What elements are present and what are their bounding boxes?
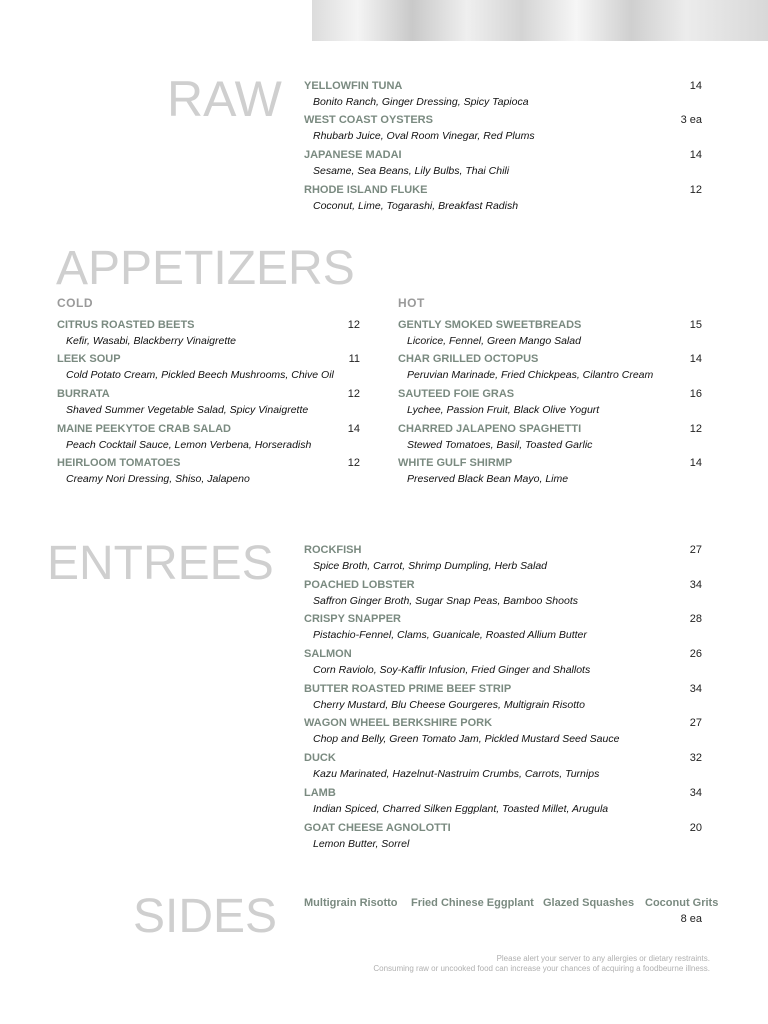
appetizer-cold-item bbox=[57, 388, 360, 418]
header-decorative-band bbox=[312, 0, 768, 41]
section-title-sides: SIDES bbox=[133, 890, 278, 943]
item-price: 12 bbox=[689, 423, 702, 435]
raw-item bbox=[304, 184, 702, 214]
appetizer-cold-item bbox=[57, 457, 360, 487]
item-name: RHODE ISLAND FLUKE bbox=[304, 184, 428, 196]
item-description: Lemon Butter, Sorrel bbox=[313, 838, 410, 850]
item-name: CHAR GRILLED OCTOPUS bbox=[398, 353, 539, 365]
item-name: CRISPY SNAPPER bbox=[304, 613, 401, 625]
item-price: 34 bbox=[689, 683, 702, 695]
appetizer-hot-item bbox=[398, 388, 702, 418]
raw-item bbox=[304, 149, 702, 179]
item-name: SAUTEED FOIE GRAS bbox=[398, 388, 515, 400]
item-name: LEEK SOUP bbox=[57, 353, 121, 365]
item-price: 32 bbox=[689, 752, 702, 764]
side-item: Glazed Squashes bbox=[543, 897, 635, 909]
entree-item bbox=[304, 822, 702, 852]
item-description: Chop and Belly, Green Tomato Jam, Pickled Mustard Seed Sauce bbox=[313, 733, 620, 745]
item-name: WAGON WHEEL BERKSHIRE PORK bbox=[304, 717, 493, 729]
item-description: Saffron Ginger Broth, Sugar Snap Peas, Bamboo Shoots bbox=[313, 595, 578, 607]
raw-item bbox=[304, 114, 702, 144]
appetizer-cold-item bbox=[57, 423, 360, 453]
side-item: Coconut Grits bbox=[645, 897, 719, 909]
item-description: Cold Potato Cream, Pickled Beech Mushrooms, Chive Oil bbox=[66, 369, 334, 381]
item-description: Kazu Marinated, Hazelnut-Nastruim Crumbs, Carrots, Turnips bbox=[313, 768, 600, 780]
item-price: 26 bbox=[689, 648, 702, 660]
appetizer-hot-item bbox=[398, 457, 702, 487]
item-name: SALMON bbox=[304, 648, 352, 660]
item-description: Creamy Nori Dressing, Shiso, Jalapeno bbox=[66, 473, 250, 485]
item-description: Shaved Summer Vegetable Salad, Spicy Vinaigrette bbox=[66, 404, 309, 416]
item-name: GOAT CHEESE AGNOLOTTI bbox=[304, 822, 451, 834]
item-name: BURRATA bbox=[57, 388, 110, 400]
entree-item bbox=[304, 787, 702, 817]
item-description: Corn Raviolo, Soy-Kaffir Infusion, Fried Ginger and Shallots bbox=[313, 664, 591, 676]
section-title-appetizers: APPETIZERS bbox=[56, 242, 355, 295]
side-item: Multigrain Risotto bbox=[304, 897, 398, 909]
item-description: Stewed Tomatoes, Basil, Toasted Garlic bbox=[407, 439, 593, 451]
item-name: YELLOWFIN TUNA bbox=[304, 80, 403, 92]
item-description: Spice Broth, Carrot, Shrimp Dumpling, Herb Salad bbox=[313, 560, 548, 572]
entree-item bbox=[304, 648, 702, 678]
item-price: 14 bbox=[689, 457, 702, 469]
entree-item bbox=[304, 717, 702, 747]
item-name: CITRUS ROASTED BEETS bbox=[57, 319, 195, 331]
item-price: 12 bbox=[347, 457, 360, 469]
item-description: Rhubarb Juice, Oval Room Vinegar, Red Plums bbox=[313, 130, 535, 142]
item-price: 3 ea bbox=[680, 114, 702, 126]
item-description: Kefir, Wasabi, Blackberry Vinaigrette bbox=[66, 335, 237, 347]
item-price: 28 bbox=[689, 613, 702, 625]
item-price: 14 bbox=[689, 80, 702, 92]
item-name: MAINE PEEKYTOE CRAB SALAD bbox=[57, 423, 231, 435]
item-name: GENTLY SMOKED SWEETBREADS bbox=[398, 319, 582, 331]
entree-item bbox=[304, 579, 702, 609]
item-description: Pistachio-Fennel, Clams, Guanicale, Roasted Allium Butter bbox=[313, 629, 587, 641]
item-price: 27 bbox=[689, 717, 702, 729]
item-name: JAPANESE MADAI bbox=[304, 149, 402, 161]
appetizer-cold-item bbox=[57, 353, 360, 383]
item-name: LAMB bbox=[304, 787, 336, 799]
item-description: Licorice, Fennel, Green Mango Salad bbox=[407, 335, 581, 347]
item-price: 12 bbox=[689, 184, 702, 196]
item-description: Sesame, Sea Beans, Lily Bulbs, Thai Chili bbox=[313, 165, 510, 177]
raw-item bbox=[304, 80, 702, 110]
section-title-raw: RAW bbox=[167, 71, 282, 127]
item-name: POACHED LOBSTER bbox=[304, 579, 415, 591]
item-price: 14 bbox=[689, 149, 702, 161]
item-description: Bonito Ranch, Ginger Dressing, Spicy Tapioca bbox=[313, 96, 529, 108]
item-price: 12 bbox=[347, 388, 360, 400]
column-heading-hot: HOT bbox=[398, 296, 425, 310]
item-description: Coconut, Lime, Togarashi, Breakfast Radish bbox=[313, 200, 519, 212]
item-price: 14 bbox=[689, 353, 702, 365]
item-name: WHITE GULF SHIRMP bbox=[398, 457, 513, 469]
item-name: DUCK bbox=[304, 752, 336, 764]
item-name: WEST COAST OYSTERS bbox=[304, 114, 433, 126]
entree-item bbox=[304, 752, 702, 782]
item-name: ROCKFISH bbox=[304, 544, 362, 556]
item-price: 34 bbox=[689, 579, 702, 591]
appetizer-hot-item bbox=[398, 353, 702, 383]
entree-item bbox=[304, 613, 702, 643]
item-description: Indian Spiced, Charred Silken Eggplant, Toasted Millet, Arugula bbox=[313, 803, 609, 815]
item-name: BUTTER ROASTED PRIME BEEF STRIP bbox=[304, 683, 512, 695]
item-description: Lychee, Passion Fruit, Black Olive Yogurt bbox=[407, 404, 600, 416]
item-description: Peruvian Marinade, Fried Chickpeas, Cilantro Cream bbox=[407, 369, 654, 381]
item-price: 20 bbox=[689, 822, 702, 834]
section-title-entrees: ENTREES bbox=[47, 537, 274, 590]
appetizer-cold-item bbox=[57, 319, 360, 349]
item-price: 12 bbox=[347, 319, 360, 331]
footer-allergy-note: Please alert your server to any allergies or dietary restraints. bbox=[496, 954, 710, 963]
column-heading-cold: COLD bbox=[57, 296, 93, 310]
appetizer-hot-item bbox=[398, 319, 702, 349]
footer-raw-food-warning: Consuming raw or uncooked food can increase your chances of acquiring a foodbeurne illness. bbox=[373, 964, 710, 973]
appetizer-hot-item bbox=[398, 423, 702, 453]
entree-item bbox=[304, 683, 702, 713]
item-description: Peach Cocktail Sauce, Lemon Verbena, Horseradish bbox=[66, 439, 312, 451]
item-description: Cherry Mustard, Blu Cheese Gourgeres, Multigrain Risotto bbox=[313, 699, 585, 711]
item-name: HEIRLOOM TOMATOES bbox=[57, 457, 181, 469]
item-price: 16 bbox=[689, 388, 702, 400]
item-name: CHARRED JALAPENO SPAGHETTI bbox=[398, 423, 582, 435]
item-price: 15 bbox=[689, 319, 702, 331]
entree-item bbox=[304, 544, 702, 574]
sides-price: 8 ea bbox=[680, 913, 702, 925]
side-item: Fried Chinese Eggplant bbox=[411, 897, 534, 909]
item-price: 34 bbox=[689, 787, 702, 799]
item-price: 27 bbox=[689, 544, 702, 556]
item-price: 11 bbox=[348, 353, 360, 365]
item-description: Preserved Black Bean Mayo, Lime bbox=[407, 473, 569, 485]
item-price: 14 bbox=[347, 423, 360, 435]
